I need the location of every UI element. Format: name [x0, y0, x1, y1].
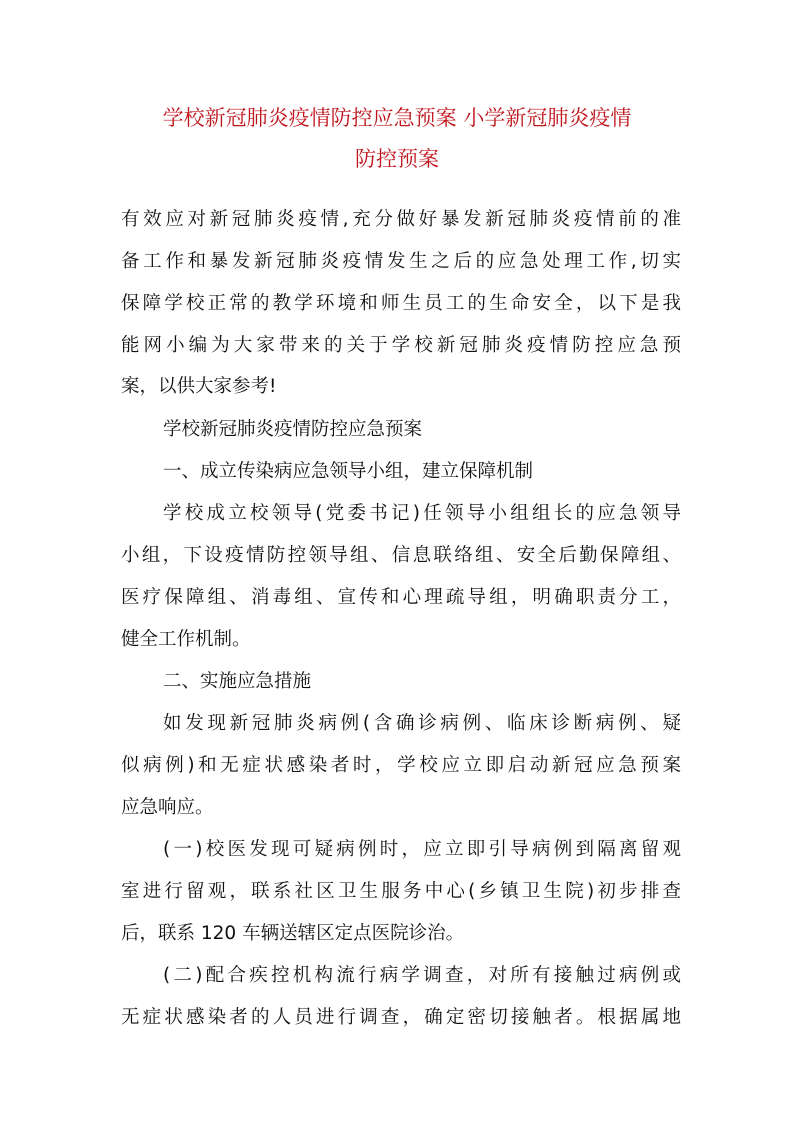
section-heading: 二、实施应急措施	[163, 671, 312, 692]
paragraph-line: 备工作和暴发新冠肺炎疫情发生之后的应急处理工作,切实	[121, 251, 681, 272]
paragraph-line: 学校成立校领导(党委书记)任领导小组组长的应急领导	[163, 503, 681, 524]
paragraph-line: 如发现新冠肺炎病例(含确诊病例、临床诊断病例、疑	[163, 713, 681, 734]
section-heading: 一、成立传染病应急领导小组，建立保障机制	[163, 461, 534, 482]
document-title-line-1: 学校新冠肺炎疫情防控应急预案 小学新冠肺炎疫情	[162, 106, 632, 130]
paragraph-line: 医疗保障组、消毒组、宣传和心理疏导组，明确职责分工，	[121, 587, 681, 608]
paragraph-line: 案，以供大家参考!	[121, 376, 277, 397]
section-heading: 学校新冠肺炎疫情防控应急预案	[163, 419, 423, 440]
paragraph-line: 无症状感染者的人员进行调查，确定密切接触者。根据属地	[121, 1007, 681, 1028]
paragraph-line: 应急响应。	[121, 797, 214, 818]
paragraph-line: (一)校医发现可疑病例时，应立即引导病例到隔离留观	[163, 839, 681, 860]
paragraph-line: 有效应对新冠肺炎疫情,充分做好暴发新冠肺炎疫情前的准	[121, 209, 681, 230]
paragraph-line: 保障学校正常的教学环境和师生员工的生命安全，以下是我	[121, 293, 681, 314]
paragraph-line: 室进行留观，联系社区卫生服务中心(乡镇卫生院)初步排查	[121, 881, 681, 902]
paragraph-line: 能网小编为大家带来的关于学校新冠肺炎疫情防控应急预	[121, 335, 681, 356]
paragraph-line: (二)配合疾控机构流行病学调查，对所有接触过病例或	[163, 965, 681, 986]
paragraph-line: 小组，下设疫情防控领导组、信息联络组、安全后勤保障组、	[121, 545, 681, 566]
paragraph-line: 似病例)和无症状感染者时，学校应立即启动新冠应急预案	[121, 755, 681, 776]
paragraph-line: 后，联系 120 车辆送辖区定点医院诊治。	[121, 923, 465, 944]
paragraph-line: 健全工作机制。	[121, 629, 251, 650]
document-title-line-2: 防控预案	[355, 147, 439, 171]
